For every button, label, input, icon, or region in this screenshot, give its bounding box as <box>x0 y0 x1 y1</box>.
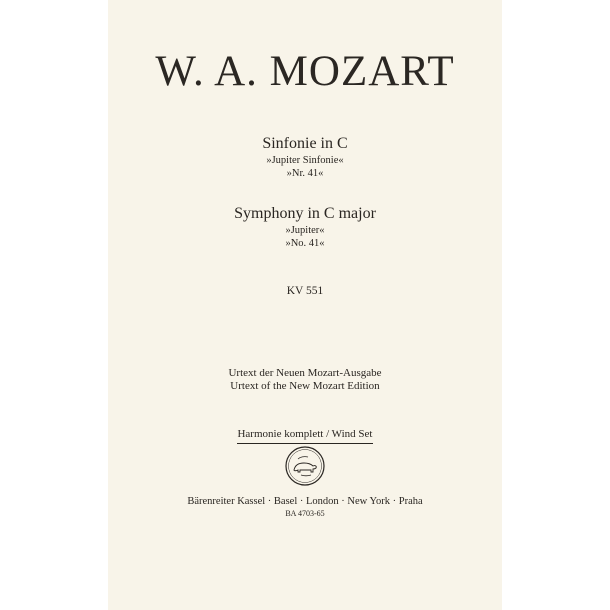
publisher-catalog-number: BA 4703-65 <box>285 509 325 518</box>
score-cover <box>108 0 502 610</box>
urtext-german: Urtext der Neuen Mozart-Ausgabe <box>228 367 382 379</box>
baerenreiter-bear-seal-icon <box>284 445 326 487</box>
publisher-cities: Bärenreiter Kassel · Basel · London · New York · Praha <box>187 496 423 507</box>
nickname-german: »Jupiter Sinfonie« <box>266 155 344 166</box>
edition-block <box>108 424 502 444</box>
catalog-number-kv: KV 551 <box>286 285 324 297</box>
number-english: »No. 41« <box>285 238 325 249</box>
urtext-english: Urtext of the New Mozart Edition <box>230 380 380 392</box>
edition-label: Harmonie komplett / Wind Set <box>237 429 372 444</box>
nickname-english: »Jupiter« <box>285 225 325 236</box>
number-german: »Nr. 41« <box>286 168 324 179</box>
title-german: Sinfonie in C <box>262 135 348 152</box>
title-english: Symphony in C major <box>234 205 376 222</box>
composer-name: W. A. MOZART <box>155 48 455 95</box>
